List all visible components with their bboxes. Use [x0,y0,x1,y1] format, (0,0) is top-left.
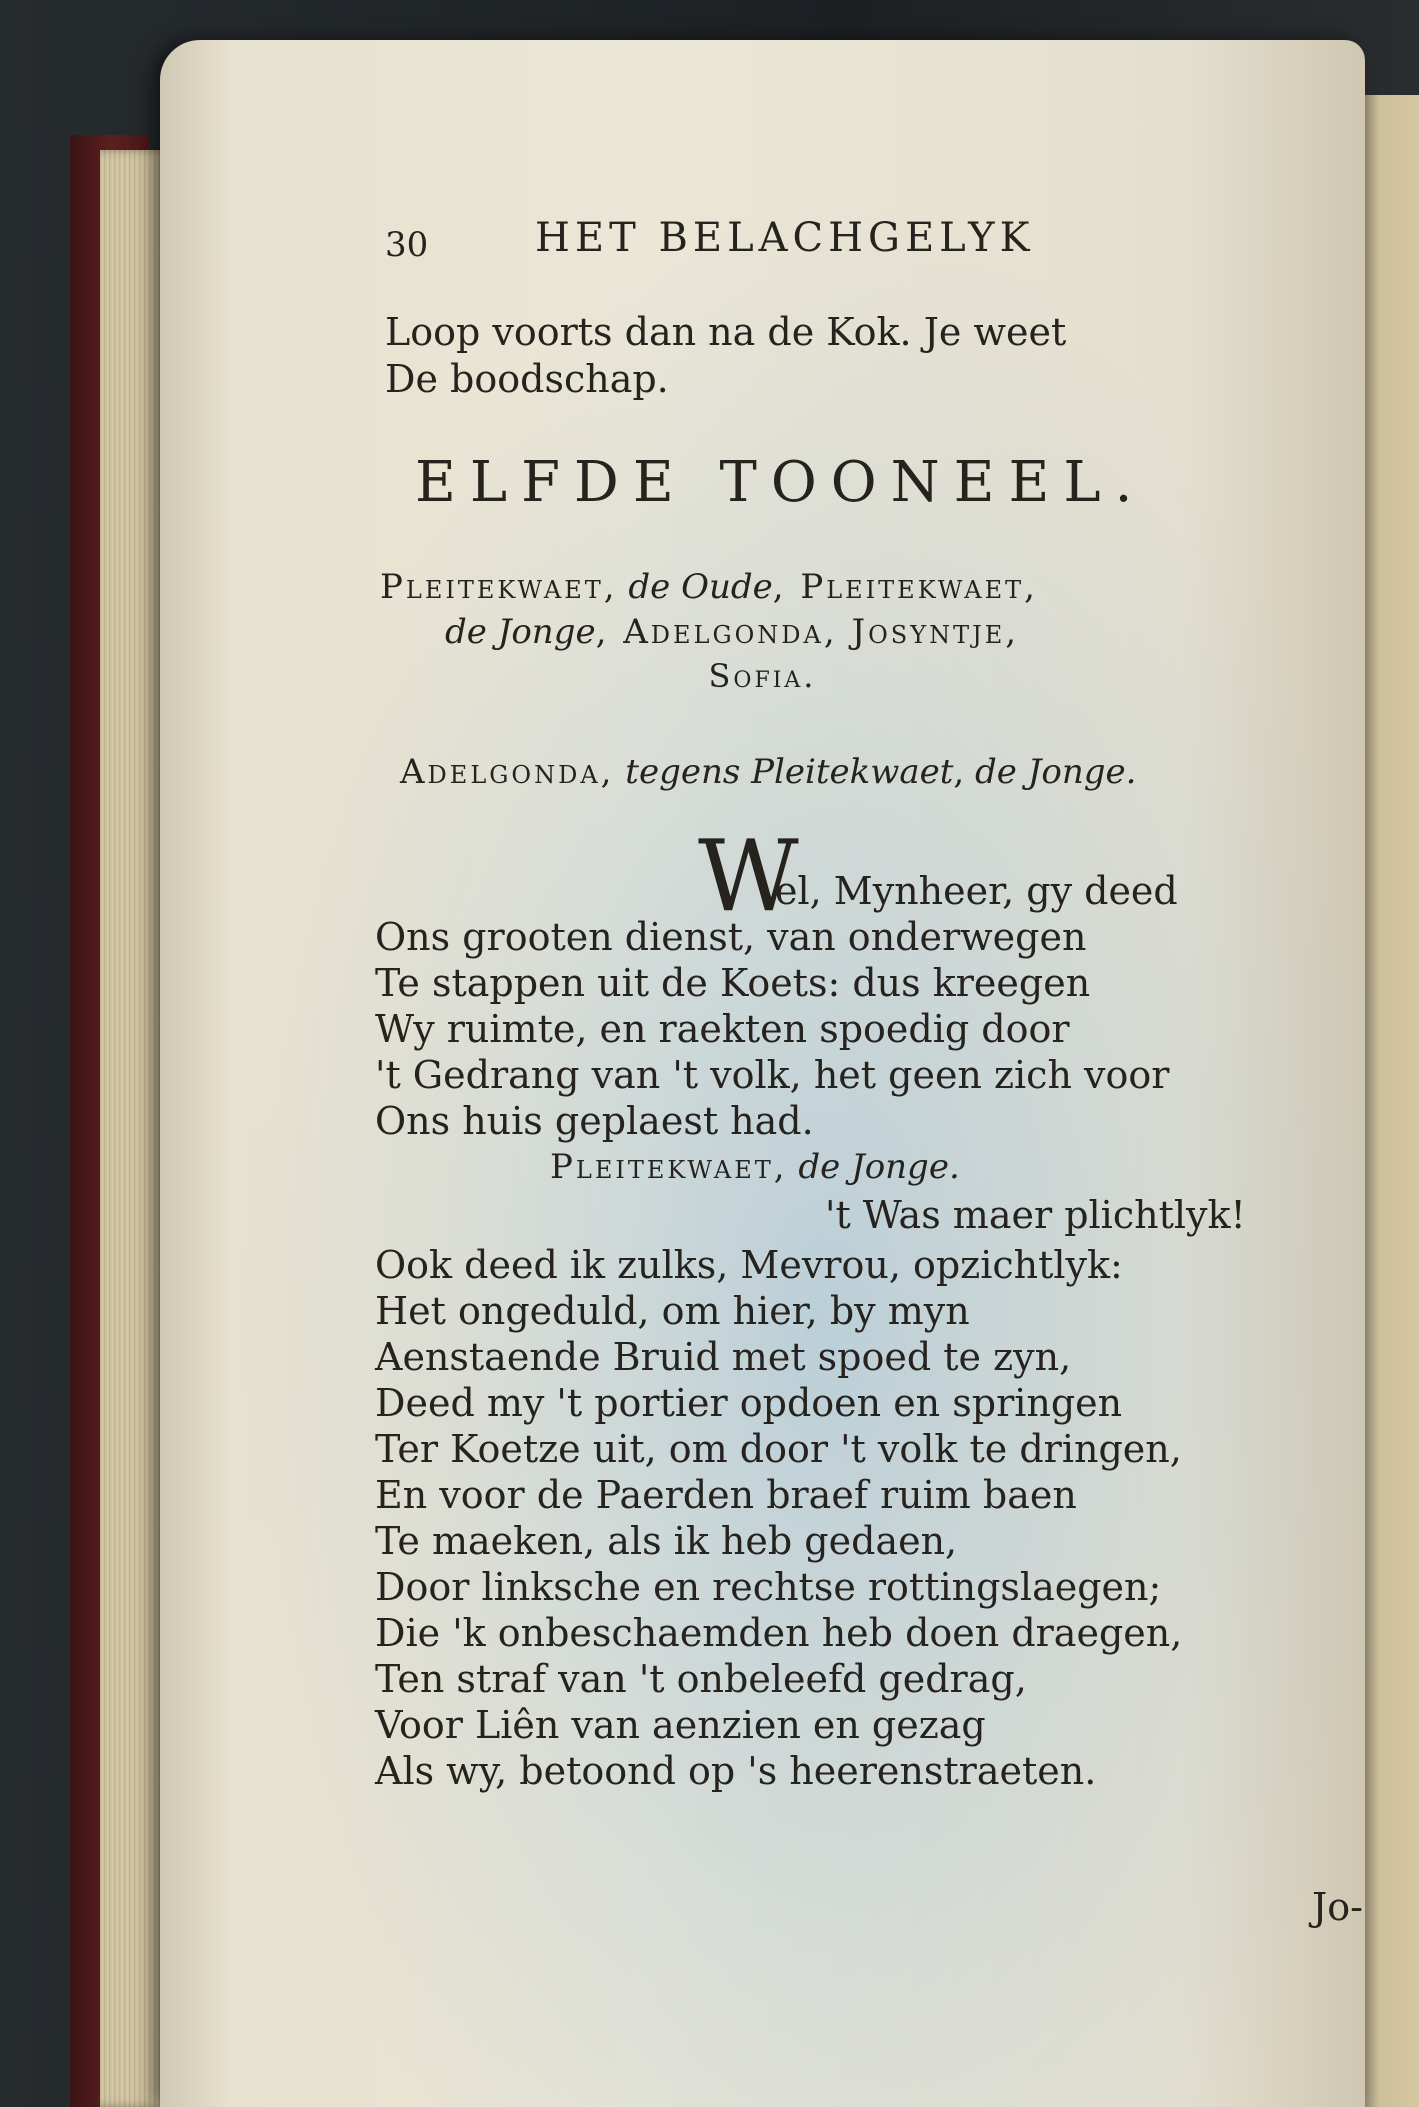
speaker-name: Adelgonda, [400,752,615,792]
speaker-name: Pleitekwaet, [550,1147,788,1187]
stage-direction: de Jonge. [787,1147,960,1187]
verse-line: Ons huis geplaest had. [375,1099,814,1143]
speaker-heading [550,1147,960,1187]
character-name: Pleitekwaet, [380,567,618,607]
stage-direction: tegens Pleitekwaet [614,752,954,792]
verse-line: Ons grooten dienst, van onderwegen [375,915,1087,959]
verse-line: Ten straf van 't onbeleefd gedrag, [375,1657,1027,1701]
scene-title: ELFDE TOONEEL. [415,450,1147,515]
catchword: Jo- [1312,1885,1363,1929]
verse-line: Te maeken, als ik heb gedaen, [375,1519,958,1563]
cast-list-line [380,567,1038,607]
verse-line: En voor de Paerden braef ruim baen [375,1473,1077,1517]
verse-line: Te stappen uit de Koets: dus kreegen [375,961,1091,1005]
punctuation: , [953,752,976,792]
verse-line: Aenstaende Bruid met spoed te zyn, [375,1335,1072,1379]
verse-line: Deed my 't portier opdoen en springen [375,1381,1123,1425]
speaker-heading [400,752,1137,792]
character-qualifier: de Jonge [445,612,596,652]
verse-line: Wy ruimte, en raekten spoedig door [375,1007,1070,1051]
page-number: 30 [385,225,429,265]
cast-list-line [160,657,1365,695]
verse-line: Voor Liên van aenzien en gezag [375,1703,986,1747]
verse-line: Ter Koetze uit, om door 't volk te dringen, [375,1427,1182,1471]
verse-line: Die 'k onbeschaemden heb doen draegen, [375,1611,1183,1655]
drop-cap: W [698,820,799,934]
facing-page-edge [1358,95,1419,2107]
verse-line: el, Mynheer, gy deed [775,869,1178,913]
text-line: De boodschap. [385,357,669,401]
verse-line: Ook deed ik zulks, Mevrou, opzichtlyk: [375,1243,1123,1287]
verse-line: 't Was maer plichtlyk! [825,1193,1246,1237]
character-name: Sofia. [708,657,817,695]
text-line: Loop voorts dan na de Kok. Je weet [385,310,1067,354]
book-page [160,40,1365,2107]
character-qualifier: de Oude [617,567,773,607]
verse-line: Het ongeduld, om hier, by myn [375,1289,970,1333]
character-name: , Adelgonda, Josyntje, [595,612,1020,652]
cast-list-line [445,612,1020,652]
verse-line: Als wy, betoond op 's heerenstraeten. [375,1749,1097,1793]
verse-line: Door linksche en rechtse rottingslaegen; [375,1565,1162,1609]
stage-direction: de Jonge. [975,752,1137,792]
running-head: HET BELACHGELYK [535,215,1035,261]
verse-line: 't Gedrang van 't volk, het geen zich voor [375,1053,1170,1097]
character-name: , Pleitekwaet, [772,567,1038,607]
